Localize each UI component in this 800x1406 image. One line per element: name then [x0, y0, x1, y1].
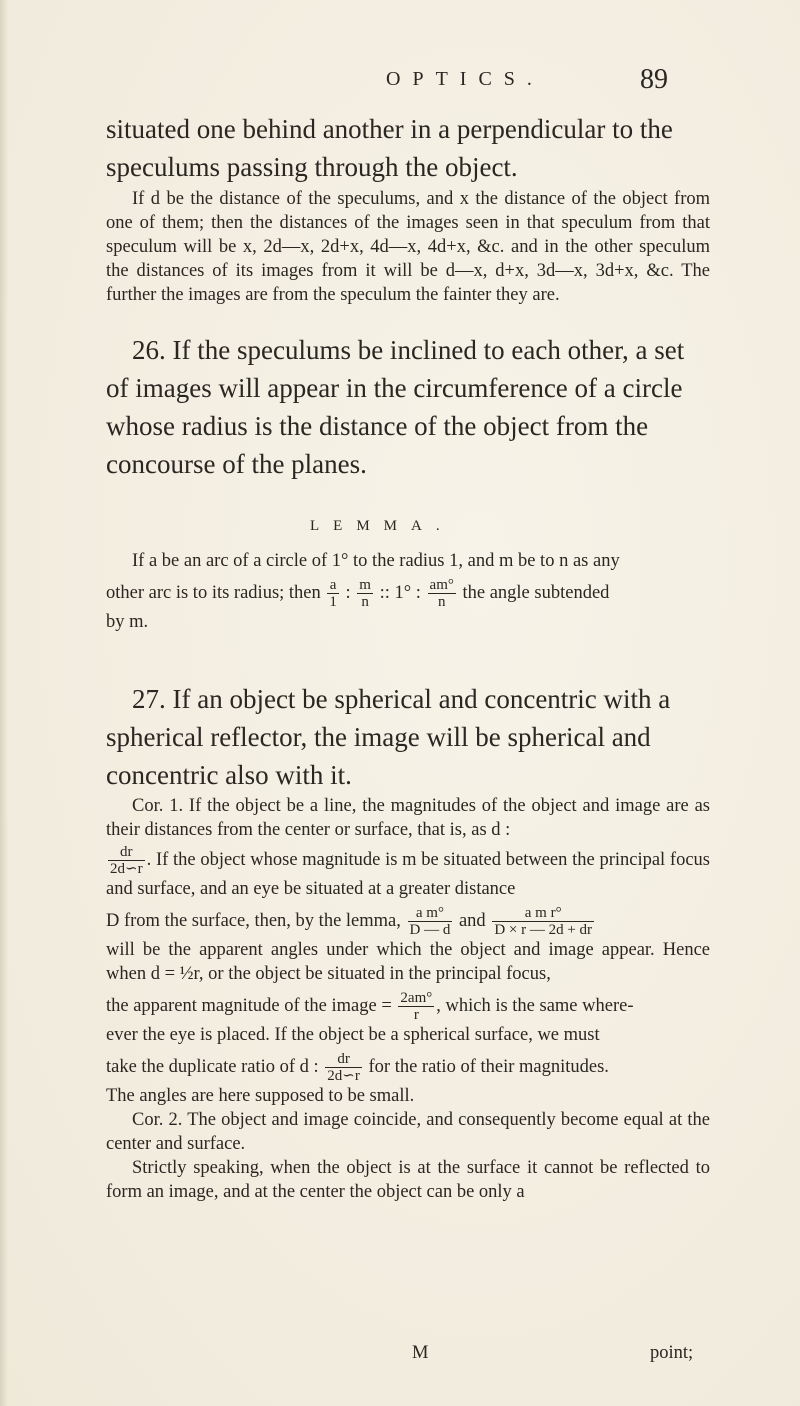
paragraph-distances-text: If d be the distance of the speculums, and x the distance of the object from one of them; then the distances of the images seen in that speculum from that speculum will be x, 2d—x, 2d+x, 4d—x, 4d+x, &c. and in the other speculum the distances of its images from it will be d—x, d+x, 3d—x, 3d+x, &c. The further the images are from the speculum the fainter they are. — [106, 189, 710, 305]
lemma-line-3: by m. — [106, 612, 149, 632]
corollary-2: Cor. 2. The object and image coincide, and consequently become equal at the center and surface. — [106, 1110, 710, 1154]
fraction-denominator: n — [361, 594, 369, 610]
fraction-2am-over-r — [398, 990, 434, 1023]
fraction-amr — [492, 905, 594, 938]
proposition-27 — [106, 680, 710, 794]
fraction-denominator: 2d∽r — [327, 1068, 360, 1084]
lemma-paragraph — [106, 549, 710, 634]
page-gutter-shadow — [0, 0, 8, 1406]
lemma-line-2 — [106, 577, 710, 610]
fraction-numerator: a m r° — [492, 905, 594, 922]
lemma-line-1: If a be an arc of a circle of 1° to the radius 1, and m be to n as any — [132, 551, 620, 571]
lemma-line-2-text: other arc is to its radius; then — [106, 582, 321, 603]
proposition-26 — [106, 331, 710, 483]
corollary-1 — [106, 794, 710, 1204]
corollary-1-line-c — [106, 905, 710, 938]
fraction-numerator: a m° — [408, 905, 453, 922]
paragraph-situated-text: situated one behind another in a perpendicular to the speculums passing through the object. — [106, 114, 673, 182]
fraction-denominator: 2d∽r — [110, 861, 143, 877]
fraction-a-over-1 — [327, 577, 339, 610]
fraction-dr-2 — [325, 1051, 362, 1084]
lemma-line-2-end: the angle subtended — [462, 582, 610, 603]
fraction-numerator: am° — [429, 577, 454, 593]
corollary-1-line-c-text: D from the surface, then, by the lemma, — [106, 910, 401, 931]
corollary-1-line-h-text: take the duplicate ratio of d : — [106, 1056, 319, 1077]
corollary-1-line-e-end: , which is the same where- — [436, 995, 634, 1016]
corollary-1-line-b-text: If the object whose magnitude is m be situated between the principal focus and surface, and an eye be situated at a greater distance — [106, 849, 710, 899]
fraction-am-over-Dd — [408, 905, 453, 938]
corollary-1-note: The angles are here supposed to be small. — [106, 1086, 415, 1106]
fraction-numerator: dr — [325, 1051, 362, 1068]
paragraph-situated — [106, 110, 710, 186]
signature-mark: M — [412, 1343, 429, 1363]
corollary-1-line-e-text: the apparent magnitude of the image = — [106, 995, 392, 1016]
corollary-1-line-d: will be the apparent angles under which the object and image appear. Hence when d = ½r, or the object be situated in the principal focus, — [106, 940, 710, 984]
fraction-denominator: D × r — 2d + dr — [494, 922, 593, 938]
fraction-denominator: D — d — [409, 922, 451, 938]
fraction-numerator: m — [359, 577, 371, 593]
corollary-1-line-a: Cor. 1. If the object be a line, the magnitudes of the object and image are as their distances from the center or surface, that is, as d : — [106, 796, 710, 840]
lemma-heading: LEMMA. — [310, 518, 454, 534]
fraction-denominator: r — [413, 1007, 419, 1023]
fraction-numerator: dr — [108, 844, 145, 861]
fraction-m-over-n — [357, 577, 373, 610]
corollary-1-line-h — [106, 1051, 710, 1084]
proposition-26-text: 26. If the speculums be inclined to each other, a set of images will appear in the circumference of a circle whose radius is the distance of the object from the concourse of the planes. — [106, 335, 685, 479]
fraction-numerator: a — [327, 577, 339, 594]
fraction-denominator: 1 — [329, 594, 337, 610]
one-degree: 1° : — [394, 582, 421, 603]
running-head: OPTICS. — [386, 68, 544, 90]
fraction-denominator: n — [437, 594, 446, 610]
proportion-sign: :: — [379, 582, 390, 603]
corollary-1-line-g: ever the eye is placed. If the object be a spherical surface, we must — [106, 1025, 600, 1045]
proposition-27-text: 27. If an object be spherical and concentric with a spherical reflector, the image will be spherical and concentric also with it. — [106, 684, 671, 790]
page-number: 89 — [640, 64, 668, 95]
fraction-dr — [108, 844, 145, 877]
fraction-am-over-n — [428, 577, 456, 610]
corollary-1-line-e — [106, 990, 710, 1023]
corollary-1-line-h-end: for the ratio of their magnitudes. — [368, 1056, 609, 1077]
catchword: point; — [650, 1343, 694, 1363]
fraction-numerator: 2am° — [400, 990, 433, 1006]
ratio-sign: : — [345, 582, 351, 603]
and-word: and — [458, 910, 486, 931]
paragraph-distances — [106, 187, 710, 307]
strictly-speaking: Strictly speaking, when the object is at the surface it cannot be reflected to form an image, and at the center the object can be only a — [106, 1158, 710, 1202]
corollary-1-line-b: $\frac{dr}{2d∽r}$ . If the object whose magnitude is m be situated between the principal focus and surface, and an eye be situated at a greater distance — [106, 844, 710, 899]
